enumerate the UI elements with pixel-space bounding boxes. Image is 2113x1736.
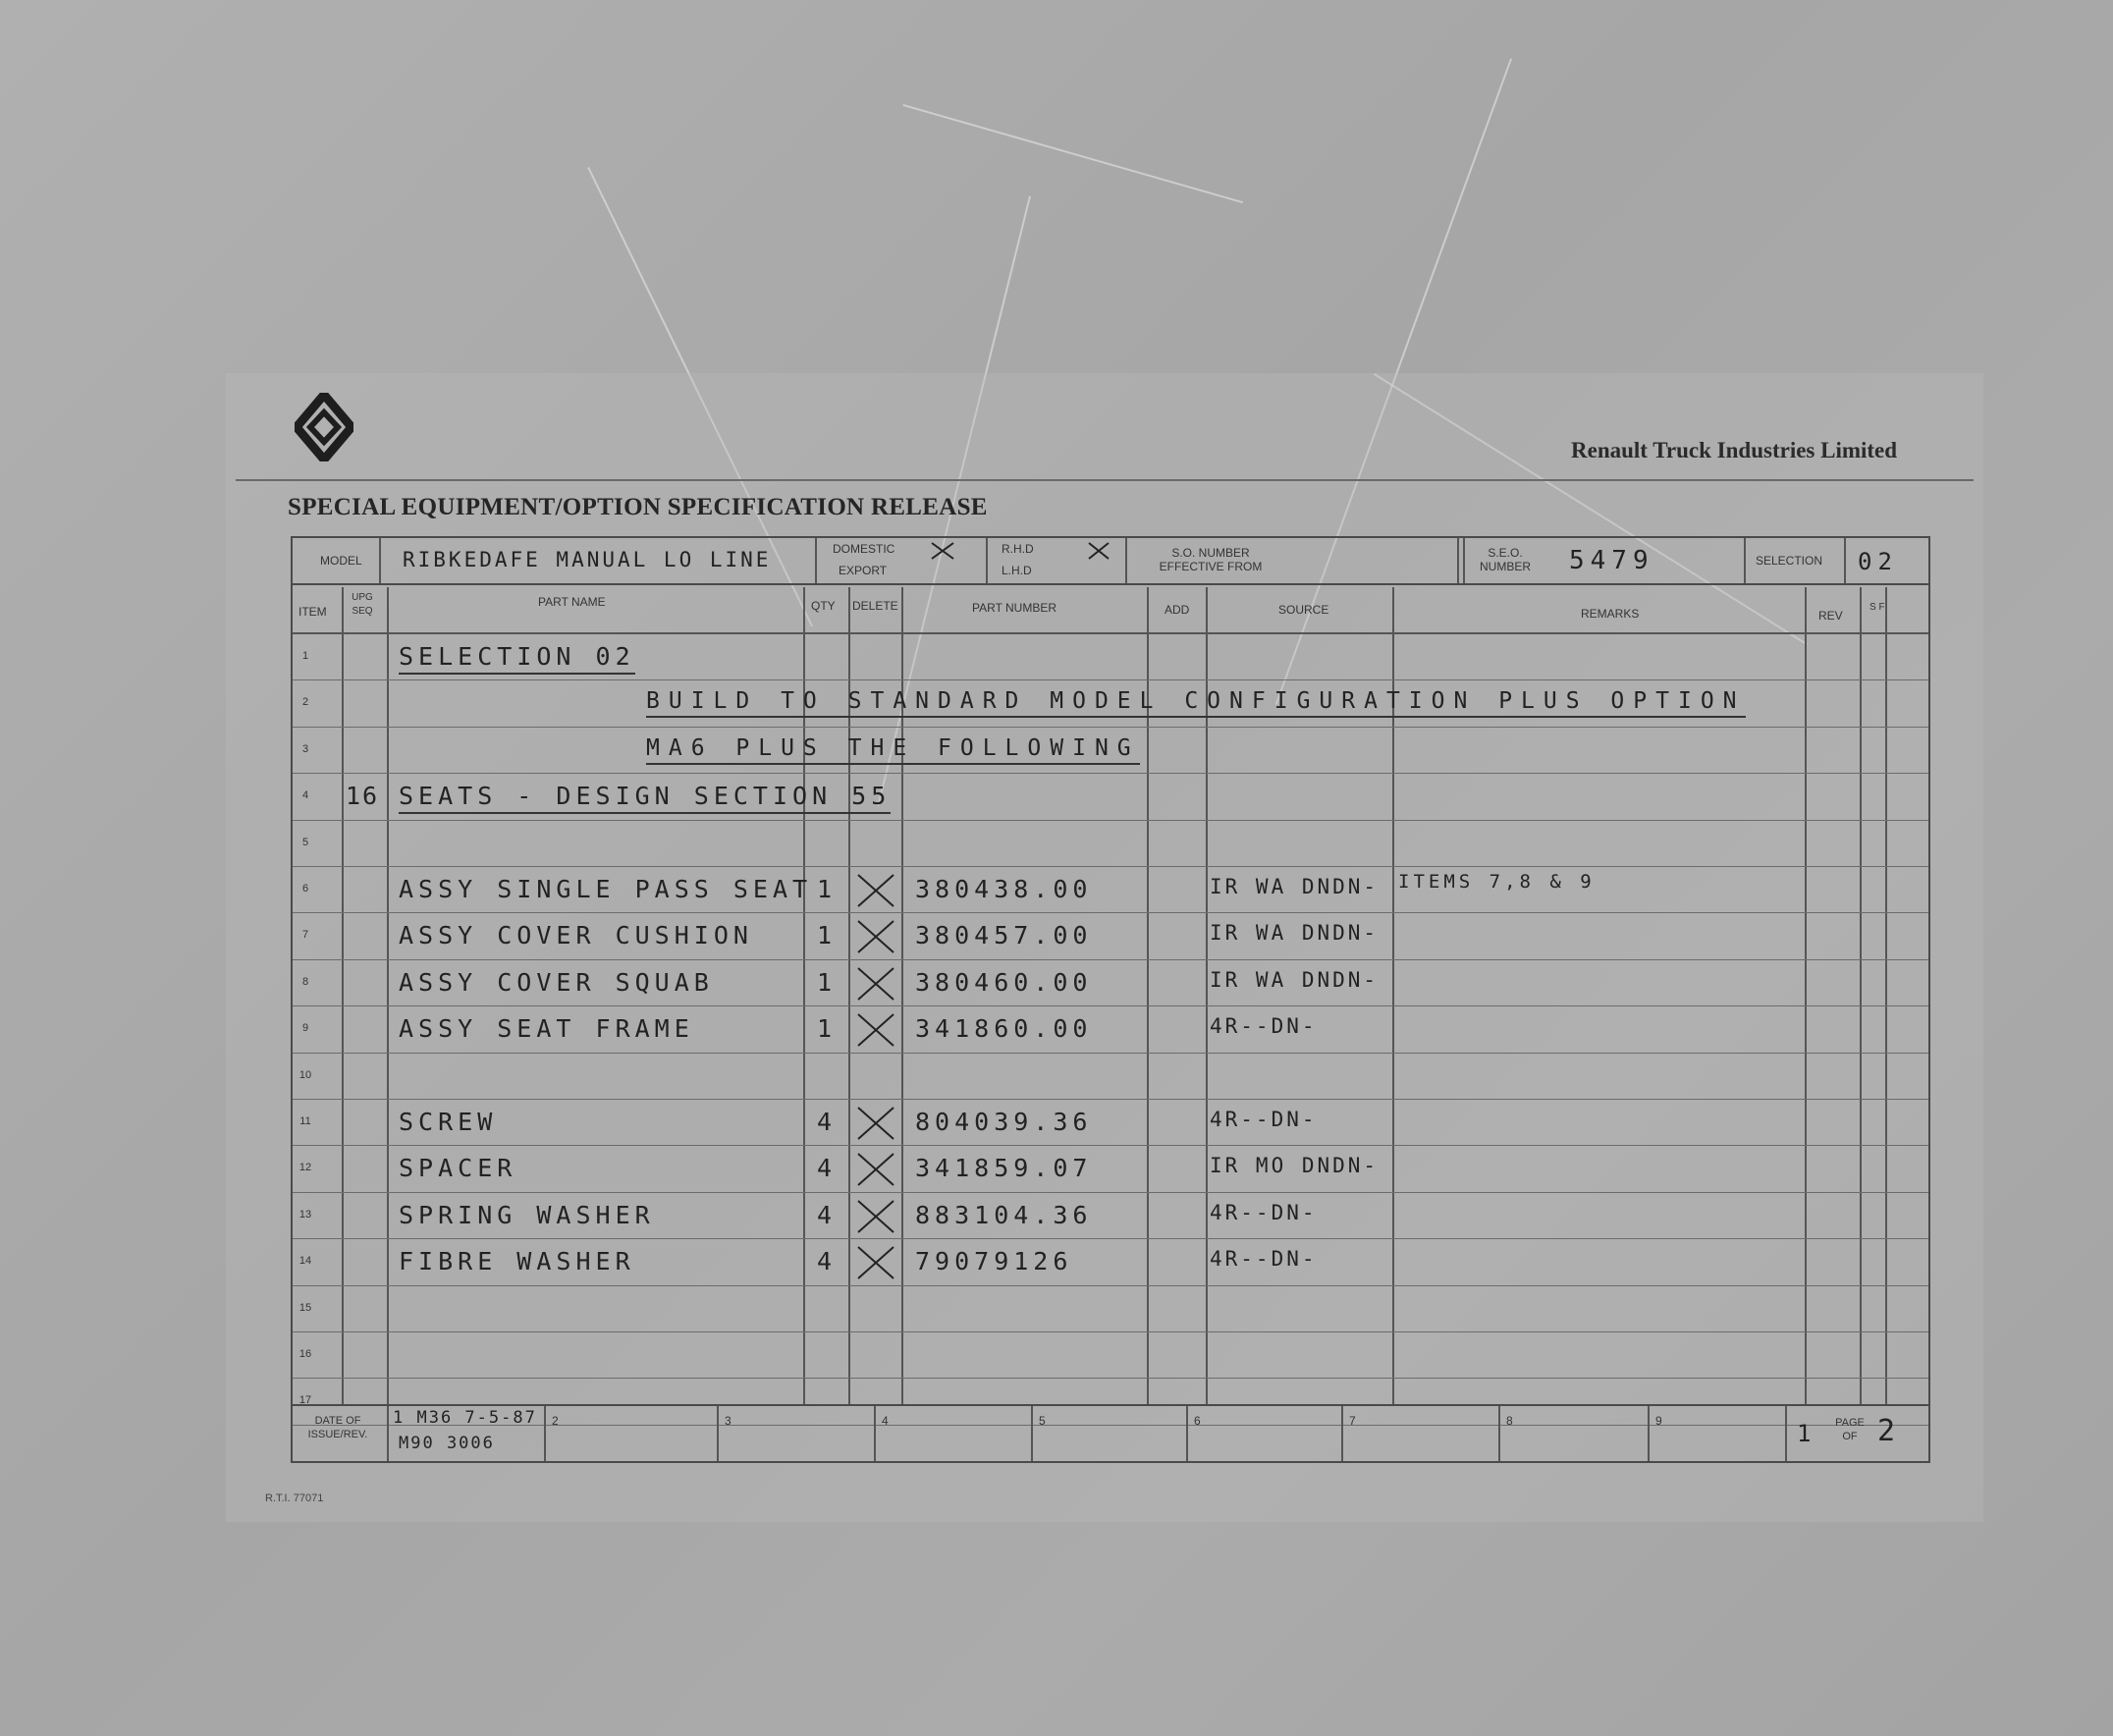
row-number: 2	[301, 696, 309, 709]
part-name-value: SPRING WASHER	[399, 1200, 655, 1229]
part-name-value: SCREW	[399, 1108, 498, 1136]
col-source: SOURCE	[1278, 603, 1329, 617]
rev-cell-2	[544, 1406, 717, 1461]
qty-value: 4	[817, 1247, 838, 1276]
qty-value: 1	[817, 967, 838, 997]
row-number: 15	[298, 1301, 312, 1314]
part-name-value: SPACER	[399, 1154, 517, 1183]
table-row	[293, 1054, 1928, 1100]
col-rev: REV	[1818, 609, 1843, 623]
spec-table	[291, 536, 1930, 1463]
part-number-value: 79079126	[915, 1247, 1073, 1276]
table-row	[293, 913, 1928, 959]
col-part-number: PART NUMBER	[972, 601, 1057, 615]
lhd-label: L.H.D	[1002, 564, 1032, 577]
rhd-label: R.H.D	[1002, 542, 1034, 556]
col-remarks: REMARKS	[1581, 607, 1640, 621]
rev-cell-number: 2	[552, 1414, 559, 1428]
date-issue-label: DATE OF ISSUE/REV.	[307, 1415, 368, 1440]
row-number: 11	[299, 1115, 311, 1127]
qty-value: 4	[817, 1108, 838, 1136]
part-number-value: 341860.00	[915, 1014, 1093, 1044]
row-number: 12	[298, 1162, 312, 1174]
source-value: IR WA DNDN-	[1210, 967, 1380, 992]
delete-cross-icon	[854, 964, 897, 1004]
col-add: ADD	[1165, 603, 1190, 617]
source-value: IR MO DNDN-	[1210, 1154, 1380, 1178]
rev-cell-5	[1031, 1406, 1186, 1461]
qty-value: 1	[817, 921, 838, 950]
table-row	[293, 634, 1928, 680]
column-header	[293, 587, 1928, 634]
table-row	[293, 1239, 1928, 1285]
rev-cell-7	[1341, 1406, 1498, 1461]
table-row	[293, 867, 1928, 913]
col-item: ITEM	[298, 605, 327, 619]
source-value: IR WA DNDN-	[1210, 875, 1380, 898]
row-number: 10	[298, 1068, 312, 1081]
seo-number-label: S.E.O. NUMBER	[1479, 546, 1531, 573]
col-sf: S F	[1869, 602, 1885, 613]
row-number: 8	[301, 975, 309, 988]
page-of-label: PAGE OF	[1835, 1417, 1865, 1442]
scratch	[902, 104, 1243, 203]
row-number: 7	[301, 929, 309, 942]
model-value: RIBKEDAFE MANUAL LO LINE	[403, 548, 772, 571]
export-label: EXPORT	[839, 564, 888, 577]
domestic-label: DOMESTIC	[833, 542, 895, 556]
part-number-value: 380457.00	[915, 921, 1093, 950]
table-row	[293, 1193, 1928, 1239]
page-cell	[1785, 1406, 1932, 1461]
table-row	[293, 728, 1928, 774]
rev-cell-3	[717, 1406, 874, 1461]
col-upg-seq: UPG SEQ	[352, 592, 373, 617]
table-row	[293, 774, 1928, 820]
selection-value: 02	[1858, 548, 1898, 575]
row-number: 16	[298, 1348, 312, 1360]
domestic-check-icon	[929, 540, 956, 562]
rev-cell-4	[874, 1406, 1031, 1461]
table-row	[293, 1146, 1928, 1192]
part-number-value: 341859.07	[915, 1154, 1093, 1183]
instruction-text: BUILD TO STANDARD MODEL CONFIGURATION PLUS OPTION	[646, 688, 1746, 718]
rev-cell-8	[1498, 1406, 1648, 1461]
row-number: 13	[298, 1208, 312, 1221]
model-header	[293, 538, 1928, 585]
so-number-label: S.O. NUMBER EFFECTIVE FROM	[1159, 546, 1263, 573]
part-name-value: ASSY COVER CUSHION	[399, 921, 753, 950]
part-name-value: SELECTION 02	[399, 642, 635, 675]
row-number: 3	[301, 742, 309, 755]
rev-cell-number: 7	[1349, 1414, 1356, 1428]
row-number: 17	[298, 1394, 312, 1407]
rev-cell-number: 6	[1194, 1414, 1201, 1428]
table-row	[293, 960, 1928, 1006]
qty-value: 4	[817, 1200, 838, 1229]
delete-cross-icon	[854, 917, 897, 956]
source-value: IR WA DNDN-	[1210, 921, 1380, 946]
delete-cross-icon	[854, 1197, 897, 1236]
part-name-value: FIBRE WASHER	[399, 1247, 635, 1276]
table-row	[293, 1286, 1928, 1332]
rev-1-line2: M90 3006	[399, 1434, 495, 1453]
table-row	[293, 1006, 1928, 1053]
upg-seq-value: 16	[346, 782, 380, 811]
row-number: 1	[301, 650, 309, 662]
revision-footer	[293, 1404, 1928, 1461]
row-number: 6	[301, 883, 309, 895]
table-row	[293, 680, 1928, 727]
qty-value: 1	[817, 1014, 838, 1044]
col-part-name: PART NAME	[538, 595, 606, 609]
rev-cell-number: 5	[1039, 1414, 1046, 1428]
table-row	[293, 1100, 1928, 1146]
part-number-value: 883104.36	[915, 1200, 1093, 1229]
page-total: 2	[1877, 1414, 1902, 1448]
delete-cross-icon	[854, 1104, 897, 1143]
delete-cross-icon	[854, 871, 897, 910]
rev-1-line1: 1 M36 7-5-87	[393, 1408, 537, 1428]
instruction-text: MA6 PLUS THE FOLLOWING	[646, 735, 1140, 765]
source-value: 4R--DN-	[1210, 1247, 1318, 1272]
model-label: MODEL	[320, 554, 362, 568]
row-number: 4	[301, 789, 309, 802]
remarks-value: ITEMS 7,8 & 9	[1398, 871, 1596, 893]
source-value: 4R--DN-	[1210, 1014, 1318, 1039]
row-number: 9	[301, 1022, 309, 1035]
col-delete: DELETE	[852, 599, 898, 613]
rev-cell-number: 8	[1506, 1414, 1513, 1428]
row-number: 5	[301, 836, 309, 848]
part-name-value: ASSY SINGLE PASS SEAT	[399, 875, 813, 903]
rev-cell-number: 4	[882, 1414, 889, 1428]
page-number: 1	[1797, 1420, 1817, 1447]
source-value: 4R--DN-	[1210, 1108, 1318, 1131]
selection-label: SELECTION	[1756, 554, 1823, 568]
table-row	[293, 1332, 1928, 1379]
part-name-value: SEATS - DESIGN SECTION 55	[399, 782, 891, 814]
delete-cross-icon	[854, 1010, 897, 1050]
company-name: Renault Truck Industries Limited	[1571, 438, 1898, 462]
form-code: R.T.I. 77071	[265, 1492, 324, 1504]
delete-cross-icon	[854, 1150, 897, 1189]
qty-value: 1	[817, 875, 838, 903]
table-row	[293, 821, 1928, 867]
rev-cell-number: 9	[1655, 1414, 1662, 1428]
delete-cross-icon	[854, 1243, 897, 1282]
part-number-value: 380460.00	[915, 967, 1093, 997]
title-rule	[236, 479, 1974, 481]
part-name-value: ASSY COVER SQUAB	[399, 967, 714, 997]
part-name-value: ASSY SEAT FRAME	[399, 1014, 694, 1044]
renault-diamond-logo	[295, 393, 353, 461]
source-value: 4R--DN-	[1210, 1200, 1318, 1224]
row-number: 14	[298, 1255, 312, 1268]
form-title: SPECIAL EQUIPMENT/OPTION SPECIFICATION RELEASE	[288, 494, 988, 520]
rev-cell-number: 3	[725, 1414, 731, 1428]
part-number-value: 380438.00	[915, 875, 1093, 903]
col-qty: QTY	[811, 599, 836, 613]
qty-value: 4	[817, 1154, 838, 1183]
part-number-value: 804039.36	[915, 1108, 1093, 1136]
rev-cell-1	[387, 1406, 544, 1461]
spec-release-sheet	[226, 373, 1983, 1522]
rev-cell-6	[1186, 1406, 1341, 1461]
seo-number-value: 5479	[1569, 546, 1654, 575]
rhd-check-icon	[1086, 540, 1111, 562]
rev-cell-9	[1648, 1406, 1785, 1461]
